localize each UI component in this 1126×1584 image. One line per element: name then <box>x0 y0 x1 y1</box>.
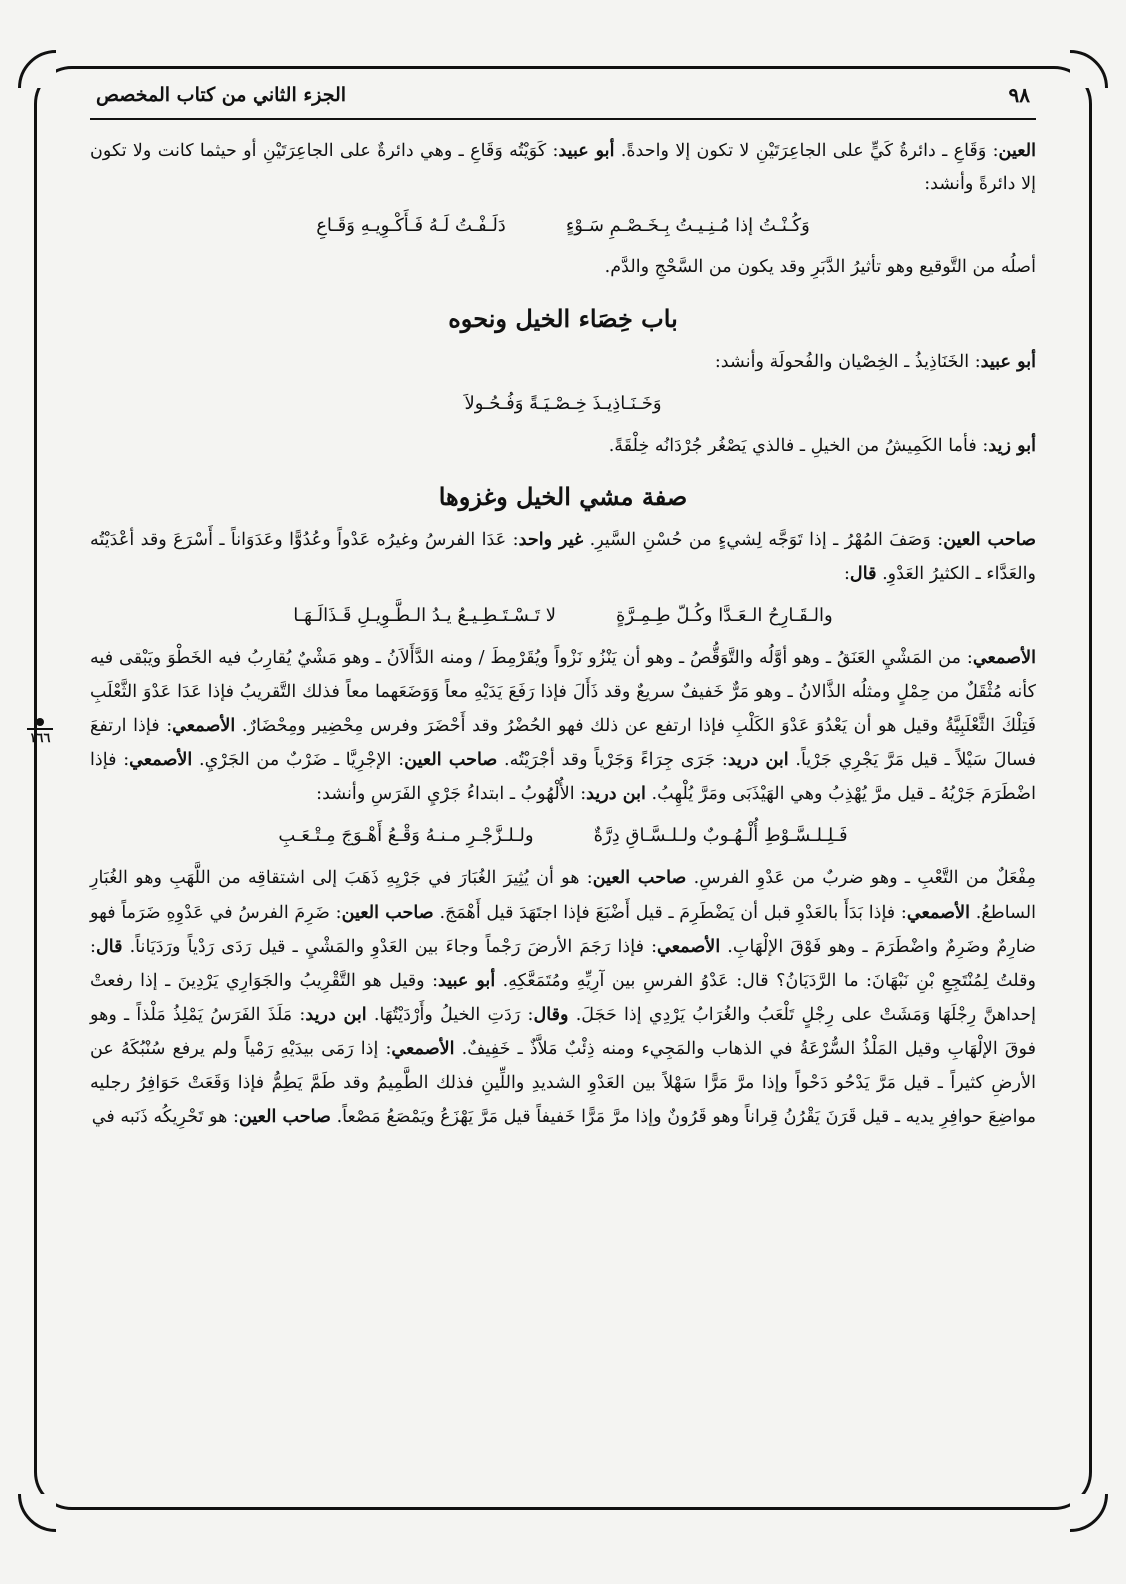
verse-hemistich: والـقَـارِحُ الـعَـدَّا وكُـلّ طِـمِـرَّةٍ <box>615 605 833 627</box>
paragraph <box>90 861 1036 1134</box>
section-heading: باب خِصَاء الخيل ونحوه <box>448 303 678 333</box>
paragraph-text: : الخَنَاذِيذُ ـ الخِصْيان والفُحولَة وأنشد: <box>714 351 981 372</box>
paragraph-text: : عَدَا الفرسُ وغيرُه عَدْواً وعُدُوًّا وعَدَوَاناً ـ أَسْرَعَ وقد أعْدَيْتُه والعَدَّاء ـ الكثيرُ العَدْوِ. <box>90 530 1036 585</box>
paragraph: أصلُه من التَّوقيع وهو تأثيرُ الدَّبَرِ وقد يكون من السَّحْجِ والدَّم. <box>604 257 1036 278</box>
paragraph-text: : وَصَفَ المُهْرُ ـ إذا تَوَجَّه لِشيءٍ من حُسْنِ السَّيرِ. <box>583 530 944 551</box>
paragraph-text: : الإجْرِيَّا ـ ضَرْبٌ من الجَرْيِ. <box>192 750 405 771</box>
speaker-name: الأصمعي <box>972 647 1036 669</box>
speaker-name: صاحب العين <box>592 867 687 889</box>
paragraph-text: : مَلَذَ الفَرَسُ يَمْلِذُ مَلْذاً ـ وهو فوقَ الإلْهَابِ وقيل المَلْذُ السُّرْعَةُ في الذهاب والمَجِيء ومنه ذِئْبٌ مَلاَّذٌ ـ خَفِيفٌ. <box>90 1005 1036 1060</box>
verse-hemistich: وَكُـنْـتُ إذا مُـنِـيـتُ بِـخَـصْـمِ سَـوْءٍ <box>565 215 810 237</box>
paragraph-text: : جَرَى جِرَاءً وَجَرْياً وقد أجْرَيْتُه. <box>497 750 728 771</box>
poetry-verse <box>90 385 1036 423</box>
paragraph-text: : الأُلْهُوبُ ـ ابتداءُ جَرْيِ الفَرَسِ وأنشد: <box>316 784 587 805</box>
speaker-name: أبو عبيد <box>980 350 1036 372</box>
section-heading: صفة مشي الخيل وغزوها <box>438 482 688 512</box>
paragraph-text: : فإذا اضْطَرَمَ جَرْيُهُ ـ قيل مرَّ يُهْذِبُ وهي الهَيْذَبَى ومَرَّ يُلْهِبُ. <box>90 750 1036 805</box>
speaker-name: صاحب العين <box>943 529 1037 551</box>
verse-hemistich: دَلَـفْـتُ لَـهُ فَـأَكْـوِيـهِ وَقَـاعِ <box>316 215 506 237</box>
marker-dot <box>36 718 44 726</box>
speaker-name: غير واحد <box>518 529 584 551</box>
paragraph-text: : هو تَحْرِيكُه ذَنَبه في <box>91 1106 239 1127</box>
speaker-name: صاحب العين <box>341 901 434 923</box>
paragraph <box>90 134 1036 201</box>
speaker-name: الأصمعي <box>172 714 236 736</box>
poetry-verse <box>90 207 1036 245</box>
speaker-name: قال <box>849 563 877 585</box>
paragraph-text: مِفْعَلٌ من التَّعْبِ ـ وهو ضربٌ من عَدْوِ الفرسِ. <box>686 868 1036 889</box>
paragraph <box>90 429 1036 463</box>
speaker-name: أبو زيد <box>988 434 1036 456</box>
speaker-name: العين <box>998 140 1036 161</box>
paragraph <box>90 345 1036 379</box>
speaker-name: الأصمعي <box>129 749 193 771</box>
paragraph-text: : فإذا بَدَأَ بالعَدْوِ قبل أن يَضْطَرِمَ ـ قيل أَضْبَعَ فإذا اجتَهَدَ قيل أَهْمَجَ. <box>433 902 907 923</box>
paragraph-text: : وَقَاعِ ـ دائرةُ كَيٍّ على الجاعِرَتَيْنِ لا تكون إلا واحدةً. <box>614 141 999 161</box>
speaker-name: أبو عبيد <box>558 140 615 161</box>
paragraph-text: : كَوَيْتُه وَقَاعِ ـ وهي دائرةٌ على الجاعِرَتَيْنِ أو حيثما كانت ولا تكون إلا دائرةً وأنشد: <box>90 141 1036 195</box>
paragraph <box>90 523 1036 591</box>
verse-hemistich: لا تَـسْـتَـطِـيـعُ يـدُ الـطَّـوِيـلِ قَـذَالَـهَـا <box>293 605 556 627</box>
paragraph-text: : ضَرِمَ الفرسُ في عَدْوِهِ ضَرَماً فهو ضارِمٌ وضَرِمٌ واضْطَرَمَ ـ وهو فَوْقَ الإلْهَابِ. <box>90 902 1037 957</box>
speaker-name: وقال <box>533 1004 569 1026</box>
page-number: ٩٨ <box>1008 83 1030 107</box>
paragraph-text: : وقلتُ لِمُنْتَجِعِ بْنِ نَبْهَانَ: ما الرَّدَيَانُ؟ قال: عَدْوُ الفرسِ بين آرِيِّهِ ومُتَمَعَّكِهِ. <box>90 936 1036 992</box>
paragraph-text: : وقيل هو التَّقْرِيبُ والجَوَارِي يَرْدِينَ ـ إذا رفعتْ إحداهنَّ رِجْلَهَا وَمَشَتْ على رِجْلٍ تَلْعَبُ والغُرَابُ يَرْدِي إذا حَجَلَ. <box>90 971 1036 1026</box>
paragraph <box>90 641 1036 811</box>
speaker-name: صاحب العين <box>404 749 498 771</box>
paragraph-text: : فأما الكَمِيشُ من الخيلِ ـ فالذي يَصْغُر جُرْدَانُه خِلْقَةً. <box>608 435 989 456</box>
paragraph-text: : فإذا ارتفعَ فسالَ سَيْلاً ـ قيل مَرَّ يَجْرِي جَرْياً. <box>90 715 1036 771</box>
verse-hemistich: فَـلِـلـسَّـوْطِ أُلْـهُـوبٌ ولـلـسَّـاقِ دِرَّةٌ <box>593 825 848 847</box>
paragraph-text: : هو أن يُثِيرَ الغُبَارَ في جَرْيِهِ ذَهَبَ إلى اشتقاقِه من اللَّهَبِ وهو الغُبَارِ الساطعُ. <box>90 868 1037 923</box>
paragraph-text: : فإذا رَجَمَ الأرضَ رَجْماً وجاءَ بين العَدْوِ والمَشْيِ ـ قيل رَدَى رَدْياً ورَدَيَاناً. <box>122 936 658 957</box>
speaker-name: أبو عبيد <box>438 970 496 992</box>
poetry-verse <box>90 817 1036 855</box>
paragraph-text: : <box>843 564 850 585</box>
speaker-name: ابن دريد <box>727 749 789 771</box>
margin-page-marker <box>20 718 60 746</box>
speaker-name: الأصمعي <box>391 1038 455 1060</box>
speaker-name: صاحب العين <box>238 1105 331 1127</box>
verse-hemistich: ولـلـزَّجْـرِ مـنـهُ وَقْـعُ أَهْـوَجَ مِـتْـعَـبِ <box>278 825 534 847</box>
speaker-name: الأصمعي <box>657 935 721 957</box>
paragraph-text: : رَدَتِ الخيلُ وأَرْدَيْتُهَا. <box>366 1005 534 1026</box>
page-body <box>90 120 1036 1134</box>
document-page <box>90 72 1036 1492</box>
marker-bar <box>27 728 53 730</box>
speaker-name: ابن دريد <box>586 783 646 805</box>
speaker-name: قال <box>95 935 123 957</box>
poetry-verse <box>90 597 1036 635</box>
book-title: الجزء الثاني من كتاب المخصص <box>96 84 347 106</box>
verse-hemistich: وَخَـنَـاذِيـذَ خِـصْـيَـةً وَفُـحُـولاَ <box>464 392 662 414</box>
marker-number: ١٦٦ <box>29 731 51 746</box>
paragraph-text: : من المَشْيِ العَنَقُ ـ وهو أوَّلُه والتَّوَقُّصُ ـ وهو أن يَنْزُو نَزْواً ويُقَرْمِطَ / ومنه الدَّأَلاَنُ ـ وهو مَشْيٌ يُقارِبُ فيه الخَطْوَ ويَبْقى فيه كأنه مُثْقَلٌ من حِمْلٍ ومثلُه الذَّالانُ ـ وهو مَرٌّ خَفيفٌ سريعٌ وقد ذَأَلَ فإذا رَفَعَ يَدَيْهِ معاً وَوَضَعَهما معاً فذلك التَّقريبُ فإذا عَدَا عَدْوَ الثَّعْلَبِ فَتِلْكَ الثَّعْلَبِيَّةُ وقيل هو أن يَعْدُوَ عَدْوَ الكَلْبِ فإذا ارتفع عن ذلك فهو الحُضْرُ وقد أَحْضَرَ وفرس مِحْضِير ومِحْضَارٌ. <box>90 648 1036 736</box>
paragraph-text: : إذا رَمَى بيدَيْهِ رَمْياً ولم يرفع سُنْبُكَهُ عن الأرضِ كثيراً ـ قيل مَرَّ يَدْحُو دَحْواً وإذا مرَّ مَرًّا سَهْلاً بين العَدْوِ الشديدِ واللِّينِ فذلك الطَّمِيمُ وقد طَمَّ يَطِمُّ فإذا وَقَعَتْ حَوَافِرُ رجليه مواضِعَ حوافِرِ يديه ـ قيل قَرَنَ يَقْرُنُ قِراناً وهو قَرُونٌ وإذا مرَّ مَرًّا خَفيفاً قيل مَرَّ يَهْزَعُ ويَمْصَعُ مَصْعاً. <box>90 1039 1036 1127</box>
speaker-name: الأصمعي <box>906 901 971 923</box>
running-header <box>90 72 1036 120</box>
speaker-name: ابن دريد <box>305 1004 367 1026</box>
